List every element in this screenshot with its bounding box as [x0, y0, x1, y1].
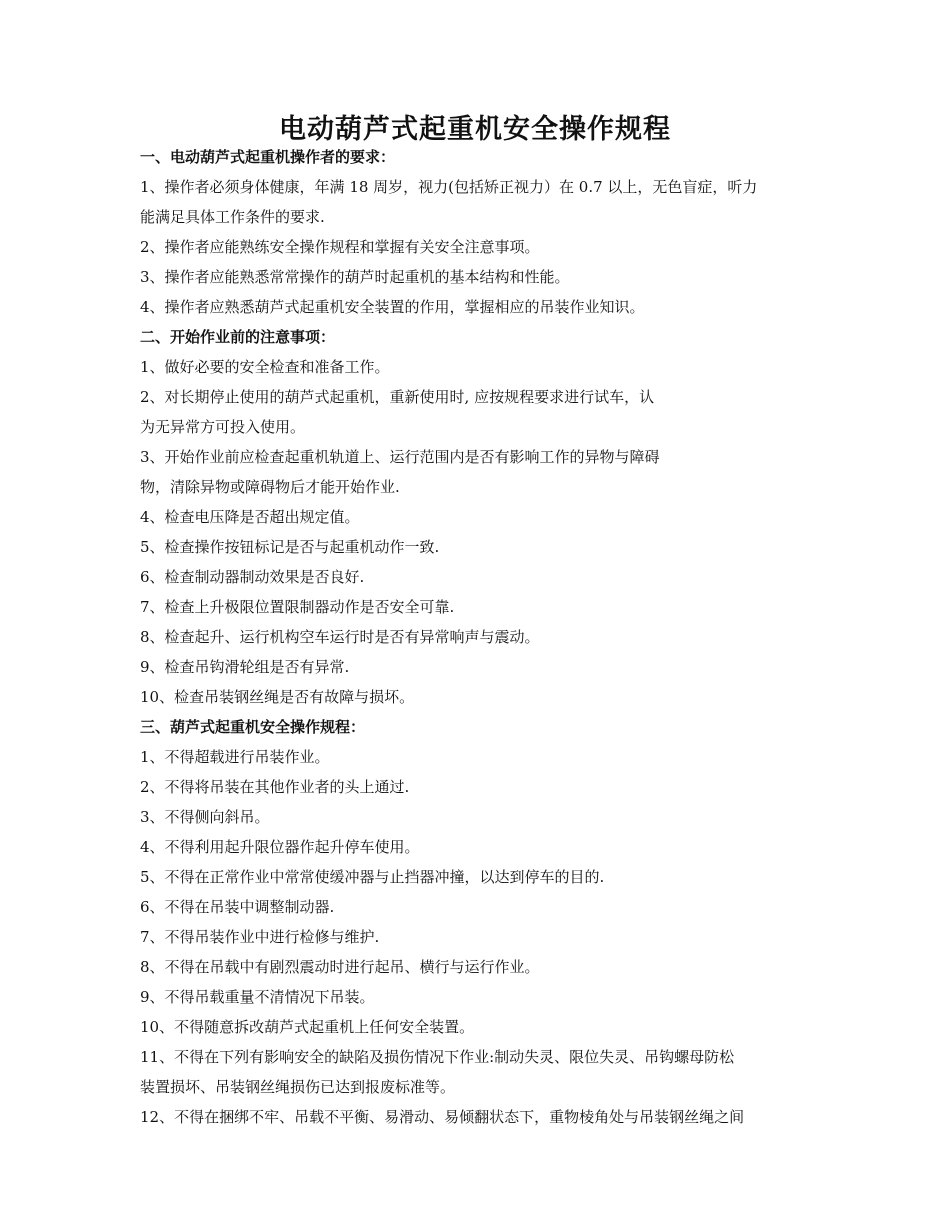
text-line: 2、操作者应能熟练安全操作规程和掌握有关安全注意事项。 [140, 238, 540, 256]
text-line: 10、不得随意拆改葫芦式起重机上任何安全装置。 [140, 1018, 475, 1036]
text-line: 11、不得在下列有影响安全的缺陷及损伤情况下作业:制动失灵、限位失灵、吊钩螺母防松 [140, 1048, 735, 1066]
text-line: 10、检查吊装钢丝绳是否有故障与损坏。 [140, 688, 415, 706]
text-line: 3、开始作业前应检查起重机轨道上、运行范围内是否有影响工作的异物与障碍 [140, 448, 660, 466]
text-line: 4、不得利用起升限位器作起升停车使用。 [140, 838, 420, 856]
text-line: 12、不得在捆绑不牢、吊载不平衡、易滑动、易倾翻状态下，重物棱角处与吊装钢丝绳之间 [140, 1108, 745, 1126]
section-heading: 三、葫芦式起重机安全操作规程： [140, 718, 366, 736]
text-line: 能满足具体工作条件的要求. [140, 208, 325, 226]
text-line: 9、检查吊钩滑轮组是否有异常. [140, 658, 350, 676]
text-line: 7、检查上升极限位置限制器动作是否安全可靠. [140, 598, 455, 616]
text-line: 1、做好必要的安全检查和准备工作。 [140, 358, 390, 376]
text-line: 2、对长期停止使用的葫芦式起重机，重新使用时, 应按规程要求进行试车，认 [140, 388, 655, 406]
text-line: 3、操作者应能熟悉常常操作的葫芦时起重机的基本结构和性能。 [140, 268, 570, 286]
text-line: 装置损坏、吊装钢丝绳损伤已达到报废标准等。 [140, 1078, 456, 1096]
text-line: 9、不得吊载重量不清情况下吊装。 [140, 988, 375, 1006]
text-line: 1、不得超载进行吊装作业。 [140, 748, 330, 766]
text-line: 5、不得在正常作业中常常使缓冲器与止挡器冲撞，以达到停车的目的. [140, 868, 605, 886]
text-line: 2、不得将吊装在其他作业者的头上通过. [140, 778, 410, 796]
text-line: 5、检查操作按钮标记是否与起重机动作一致. [140, 538, 440, 556]
text-line: 8、不得在吊载中有剧烈震动时进行起吊、横行与运行作业。 [140, 958, 540, 976]
text-line: 为无异常方可投入使用。 [140, 418, 306, 436]
section-heading: 一、电动葫芦式起重机操作者的要求： [140, 148, 396, 166]
text-line: 4、操作者应熟悉葫芦式起重机安全装置的作用，掌握相应的吊装作业知识。 [140, 298, 645, 316]
document-title: 电动葫芦式起重机安全操作规程 [279, 114, 671, 145]
text-line: 物，清除异物或障碍物后才能开始作业. [140, 478, 400, 496]
text-line: 8、检查起升、运行机构空车运行时是否有异常响声与震动。 [140, 628, 540, 646]
document-body [140, 142, 820, 1132]
text-line: 3、不得侧向斜吊。 [140, 808, 270, 826]
text-line: 1、操作者必须身体健康，年满 18 周岁，视力(包括矫正视力）在 0.7 以上，无色盲症，听力 [140, 178, 758, 196]
section-heading: 二、开始作业前的注意事项： [140, 328, 336, 346]
text-line: 7、不得吊装作业中进行检修与维护. [140, 928, 380, 946]
text-line: 6、检查制动器制动效果是否良好. [140, 568, 365, 586]
text-line: 4、检查电压降是否超出规定值。 [140, 508, 360, 526]
text-line: 6、不得在吊装中调整制动器. [140, 898, 335, 916]
